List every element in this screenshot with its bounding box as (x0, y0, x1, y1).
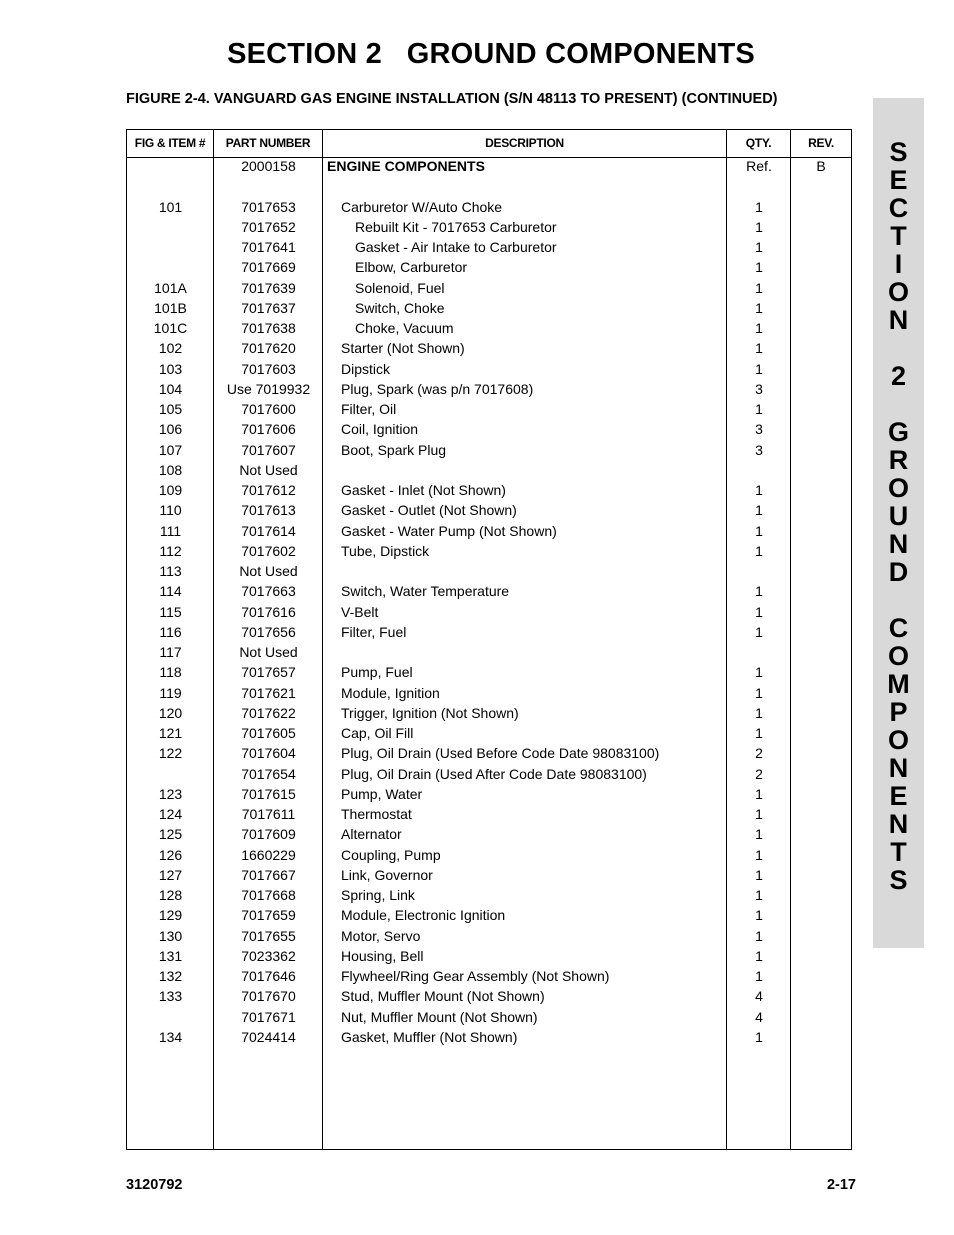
table-row (127, 237, 851, 257)
fig-item-cell: 101A (154, 279, 187, 296)
table-row (127, 541, 851, 561)
fig-item-cell: 101 (158, 198, 183, 215)
side-tab-letter: R (888, 445, 909, 475)
side-tab-letter: O (887, 473, 909, 503)
description-cell: Coil, Ignition (341, 421, 419, 438)
part-number-cell: 7017641 (241, 239, 296, 255)
table-row (127, 217, 851, 237)
qty-cell: 1 (755, 947, 763, 964)
side-tab-letter: U (888, 501, 909, 531)
description-cell: Trigger, Ignition (Not Shown) (341, 704, 519, 721)
qty-cell: Ref. (746, 158, 772, 174)
description-cell: Filter, Fuel (341, 623, 407, 640)
qty-cell: 1 (755, 259, 763, 276)
fig-item-cell: 104 (158, 380, 183, 397)
fig-item-cell: 109 (158, 482, 183, 498)
description-cell: Pump, Water (341, 785, 423, 802)
part-number-cell: 7017646 (241, 968, 296, 984)
qty-cell: 1 (755, 198, 763, 215)
part-number-cell: 7017609 (241, 826, 296, 843)
fig-item-cell: 134 (158, 1028, 183, 1045)
part-number-cell: 7017612 (241, 482, 296, 498)
table-row (127, 622, 851, 642)
qty-cell: 1 (755, 603, 763, 620)
description-cell: Switch, Choke (355, 299, 445, 316)
table-row (127, 359, 851, 379)
fig-item-cell: 129 (158, 907, 183, 924)
qty-cell: 1 (755, 320, 763, 336)
table-row (127, 642, 851, 662)
part-number-cell: Not Used (239, 563, 298, 579)
part-number-cell: Not Used (239, 644, 298, 660)
fig-item-cell: 107 (158, 441, 183, 458)
fig-item-cell: 125 (158, 826, 183, 843)
description-cell: Switch, Water Temperature (341, 583, 510, 600)
description-cell: Dipstick (341, 360, 391, 377)
part-number-cell: 7017622 (241, 704, 296, 721)
part-number-cell: 7017603 (241, 360, 296, 377)
part-number-cell: 7017615 (241, 785, 296, 802)
table-row (127, 419, 851, 439)
fig-item-cell: 103 (158, 360, 183, 377)
part-number-cell: 7023362 (241, 947, 296, 964)
fig-item-cell: 116 (159, 623, 182, 640)
fig-item-cell: 101B (154, 299, 187, 316)
qty-cell: 1 (755, 542, 763, 559)
side-tab-letter: E (889, 781, 908, 811)
table-row (127, 683, 851, 703)
part-number-cell: 7017611 (241, 806, 296, 822)
qty-cell: 1 (755, 785, 763, 802)
description-cell: Module, Ignition (341, 684, 440, 701)
part-number-cell: 7017614 (241, 522, 296, 539)
side-tab-letter: 2 (890, 361, 907, 391)
description-cell: Gasket - Outlet (Not Shown) (341, 502, 517, 519)
part-number-cell: 7017659 (241, 907, 296, 924)
description-cell: Thermostat (341, 806, 412, 822)
side-tab-letter: N (888, 305, 909, 335)
part-number-cell: 2000158 (241, 158, 296, 174)
description-cell: Rebuilt Kit - 7017653 Carburetor (355, 218, 557, 235)
fig-item-cell: 131 (158, 947, 183, 964)
table-row (127, 1027, 851, 1047)
qty-cell: 1 (755, 239, 763, 255)
description-cell: Filter, Oil (341, 401, 397, 417)
fig-item-cell: 121 (158, 725, 183, 741)
side-tab-letter (873, 390, 924, 418)
part-number-cell: 7017607 (241, 441, 296, 458)
table-row (127, 399, 851, 419)
table-row (127, 1007, 851, 1027)
table-row (127, 156, 851, 176)
qty-cell: 1 (755, 401, 763, 417)
description-cell: Plug, Oil Drain (Used After Code Date 98083100) (341, 765, 647, 782)
part-number-cell: 7017654 (241, 765, 296, 782)
fig-item-cell: 114 (159, 583, 182, 600)
side-tab-letter: N (888, 753, 909, 783)
description-cell: Cap, Oil Fill (341, 725, 414, 741)
description-cell: Flywheel/Ring Gear Assembly (Not Shown) (341, 968, 610, 984)
part-number-cell: 7017655 (241, 927, 296, 944)
qty-cell: 1 (755, 846, 763, 863)
table-row (127, 703, 851, 723)
description-cell: Pump, Fuel (341, 664, 413, 681)
fig-item-cell: 101C (153, 320, 188, 336)
description-cell: Coupling, Pump (341, 846, 441, 863)
side-tab-letter: S (889, 137, 908, 167)
table-row (127, 338, 851, 358)
table-row (127, 440, 851, 460)
part-number-cell: 7017604 (241, 745, 296, 762)
side-tab-letter: N (888, 809, 909, 839)
page-number: 2-17 (826, 1177, 856, 1193)
table-row (127, 379, 851, 399)
part-number-cell: 7017637 (241, 299, 296, 316)
side-tab-letter: D (888, 557, 909, 587)
part-number-cell: 7017663 (241, 583, 296, 600)
part-number-cell: 7017613 (241, 502, 296, 519)
table-row (127, 804, 851, 824)
table-row (127, 885, 851, 905)
qty-cell: 1 (755, 725, 763, 741)
table-row (127, 176, 851, 196)
part-number-cell: Use 7019932 (226, 380, 311, 397)
table-row (127, 905, 851, 925)
table-row (127, 865, 851, 885)
fig-item-cell: 115 (159, 603, 182, 620)
description-cell: Module, Electronic Ignition (341, 907, 506, 924)
rev-cell: B (816, 158, 826, 174)
qty-cell: 3 (755, 441, 763, 458)
description-cell: Spring, Link (341, 887, 415, 903)
qty-cell: 1 (755, 623, 763, 640)
fig-item-cell: 117 (159, 644, 182, 660)
fig-item-cell: 128 (158, 887, 183, 903)
table-row (127, 845, 851, 865)
table-row (127, 318, 851, 338)
side-tab-letters (873, 138, 924, 894)
header-rev: REV. (808, 136, 834, 150)
side-tab-letter: O (887, 277, 909, 307)
header-qty: QTY. (745, 136, 772, 150)
description-cell: Plug, Spark (was p/n 7017608) (341, 380, 534, 397)
side-tab-letter: I (894, 249, 903, 279)
part-number-cell: 7017639 (241, 279, 296, 296)
description-cell: Plug, Oil Drain (Used Before Code Date 98083100) (341, 745, 660, 762)
part-number-cell: 7017652 (241, 218, 296, 235)
qty-cell: 1 (755, 866, 763, 883)
description-cell: Stud, Muffler Mount (Not Shown) (341, 988, 545, 1005)
section-title: SECTION 2 GROUND COMPONENTS (227, 38, 755, 70)
section-side-tab (873, 98, 924, 948)
qty-cell: 2 (755, 745, 763, 762)
part-number-cell: 7017669 (241, 259, 296, 276)
side-tab-letter: N (888, 529, 909, 559)
table-row (127, 257, 851, 277)
part-number-cell: 1660229 (241, 846, 296, 863)
qty-cell: 1 (755, 583, 763, 600)
side-tab-letter: P (889, 697, 908, 727)
header-description: DESCRIPTION (485, 136, 564, 150)
qty-cell: 4 (755, 1008, 763, 1025)
side-tab-letter: C (888, 193, 909, 223)
description-cell: Housing, Bell (341, 947, 424, 964)
qty-cell: 1 (755, 522, 763, 539)
table-row (127, 824, 851, 844)
table-row (127, 480, 851, 500)
table-row (127, 966, 851, 986)
qty-cell: 1 (755, 806, 763, 822)
description-cell: Tube, Dipstick (341, 542, 430, 559)
table-row (127, 561, 851, 581)
side-tab-letter: O (887, 641, 909, 671)
qty-cell: 1 (755, 968, 763, 984)
table-row (127, 278, 851, 298)
qty-cell: 1 (755, 1028, 763, 1045)
qty-cell: 2 (755, 765, 763, 782)
table-row (127, 602, 851, 622)
fig-item-cell: 127 (158, 866, 183, 883)
fig-item-cell: 112 (159, 542, 182, 559)
fig-item-cell: 132 (158, 968, 183, 984)
part-number-cell: 7017600 (241, 401, 296, 417)
part-number-cell: 7017616 (241, 603, 296, 620)
description-cell: Choke, Vacuum (355, 320, 454, 336)
description-cell: Starter (Not Shown) (341, 340, 465, 357)
part-number-cell: Not Used (239, 461, 298, 478)
part-number-cell: 7017638 (241, 320, 296, 336)
fig-item-cell: 120 (158, 704, 183, 721)
side-tab-letter: T (890, 221, 907, 251)
fig-item-cell: 102 (158, 340, 183, 357)
part-number-cell: 7017670 (241, 988, 296, 1005)
fig-item-cell: 118 (159, 664, 182, 681)
fig-item-cell: 111 (159, 522, 182, 539)
description-cell: Solenoid, Fuel (355, 279, 445, 296)
fig-item-cell: 108 (158, 461, 183, 478)
fig-item-cell: 110 (159, 502, 182, 519)
figure-title: FIGURE 2-4. VANGUARD GAS ENGINE INSTALLATION (S/N 48113 TO PRESENT) (CONTINUED) (126, 91, 778, 107)
table-row (127, 926, 851, 946)
description-cell: Elbow, Carburetor (355, 259, 468, 276)
parts-table (126, 129, 852, 1150)
description-cell: Carburetor W/Auto Choke (341, 198, 503, 215)
description-cell: Gasket, Muffler (Not Shown) (341, 1028, 518, 1045)
side-tab-letter: M (887, 669, 910, 699)
part-number-cell: 7017667 (241, 866, 296, 883)
description-cell: ENGINE COMPONENTS (327, 158, 485, 174)
part-number-cell: 7017606 (241, 421, 296, 438)
fig-item-cell: 106 (158, 421, 183, 438)
qty-cell: 1 (755, 360, 763, 377)
part-number-cell: 7017653 (241, 198, 296, 215)
fig-item-cell: 124 (158, 806, 183, 822)
table-row (127, 986, 851, 1006)
side-tab-letter: O (887, 725, 909, 755)
description-cell: Boot, Spark Plug (341, 441, 447, 458)
description-cell: Nut, Muffler Mount (Not Shown) (341, 1008, 538, 1025)
description-cell: V-Belt (341, 603, 379, 620)
table-row (127, 946, 851, 966)
side-tab-letter: C (888, 613, 909, 643)
qty-cell: 1 (755, 664, 763, 681)
qty-cell: 1 (755, 684, 763, 701)
table-row (127, 784, 851, 804)
table-row (127, 197, 851, 217)
description-cell: Gasket - Air Intake to Carburetor (355, 239, 557, 255)
header-part-number: PART NUMBER (225, 136, 311, 150)
table-row (127, 460, 851, 480)
part-number-cell: 7017671 (241, 1008, 296, 1025)
side-tab-letter (873, 334, 924, 362)
qty-cell: 1 (755, 502, 763, 519)
table-row (127, 723, 851, 743)
table-row (127, 662, 851, 682)
qty-cell: 1 (755, 482, 763, 498)
qty-cell: 1 (755, 279, 763, 296)
description-cell: Alternator (341, 826, 402, 843)
part-number-cell: 7017621 (241, 684, 296, 701)
qty-cell: 1 (755, 826, 763, 843)
fig-item-cell: 119 (159, 684, 182, 701)
table-row (127, 743, 851, 763)
qty-cell: 1 (755, 704, 763, 721)
qty-cell: 1 (755, 299, 763, 316)
part-number-cell: 7017668 (241, 887, 296, 903)
part-number-cell: 7017605 (241, 725, 296, 741)
qty-cell: 3 (755, 421, 763, 438)
qty-cell: 1 (755, 907, 763, 924)
fig-item-cell: 126 (158, 846, 183, 863)
fig-item-cell: 122 (158, 745, 183, 762)
fig-item-cell: 105 (158, 401, 183, 417)
part-number-cell: 7024414 (241, 1028, 296, 1045)
qty-cell: 3 (755, 380, 763, 397)
side-tab-letter: S (889, 865, 908, 895)
fig-item-cell: 123 (158, 785, 183, 802)
part-number-cell: 7017602 (241, 542, 296, 559)
part-number-cell: 7017620 (241, 340, 296, 357)
table-row (127, 298, 851, 318)
side-tab-letter (873, 586, 924, 614)
qty-cell: 1 (755, 887, 763, 903)
qty-cell: 4 (755, 988, 763, 1005)
table-header (127, 130, 851, 158)
fig-item-cell: 133 (158, 988, 183, 1005)
qty-cell: 1 (755, 927, 763, 944)
header-fig-item: FIG & ITEM # (134, 136, 206, 150)
part-number-cell: 7017657 (241, 664, 296, 681)
table-row (127, 521, 851, 541)
fig-item-cell: 113 (159, 563, 182, 579)
qty-cell: 1 (755, 218, 763, 235)
side-tab-letter: G (887, 417, 909, 447)
description-cell: Gasket - Water Pump (Not Shown) (341, 522, 557, 539)
part-number-cell: 7017656 (241, 623, 296, 640)
table-row (127, 764, 851, 784)
description-cell: Gasket - Inlet (Not Shown) (341, 482, 506, 498)
qty-cell: 1 (755, 340, 763, 357)
fig-item-cell: 130 (158, 927, 183, 944)
description-cell: Motor, Servo (341, 927, 421, 944)
table-row (127, 500, 851, 520)
table-row (127, 581, 851, 601)
side-tab-letter: T (890, 837, 907, 867)
doc-number: 3120792 (126, 1177, 183, 1193)
description-cell: Link, Governor (341, 866, 433, 883)
side-tab-letter: E (889, 165, 908, 195)
